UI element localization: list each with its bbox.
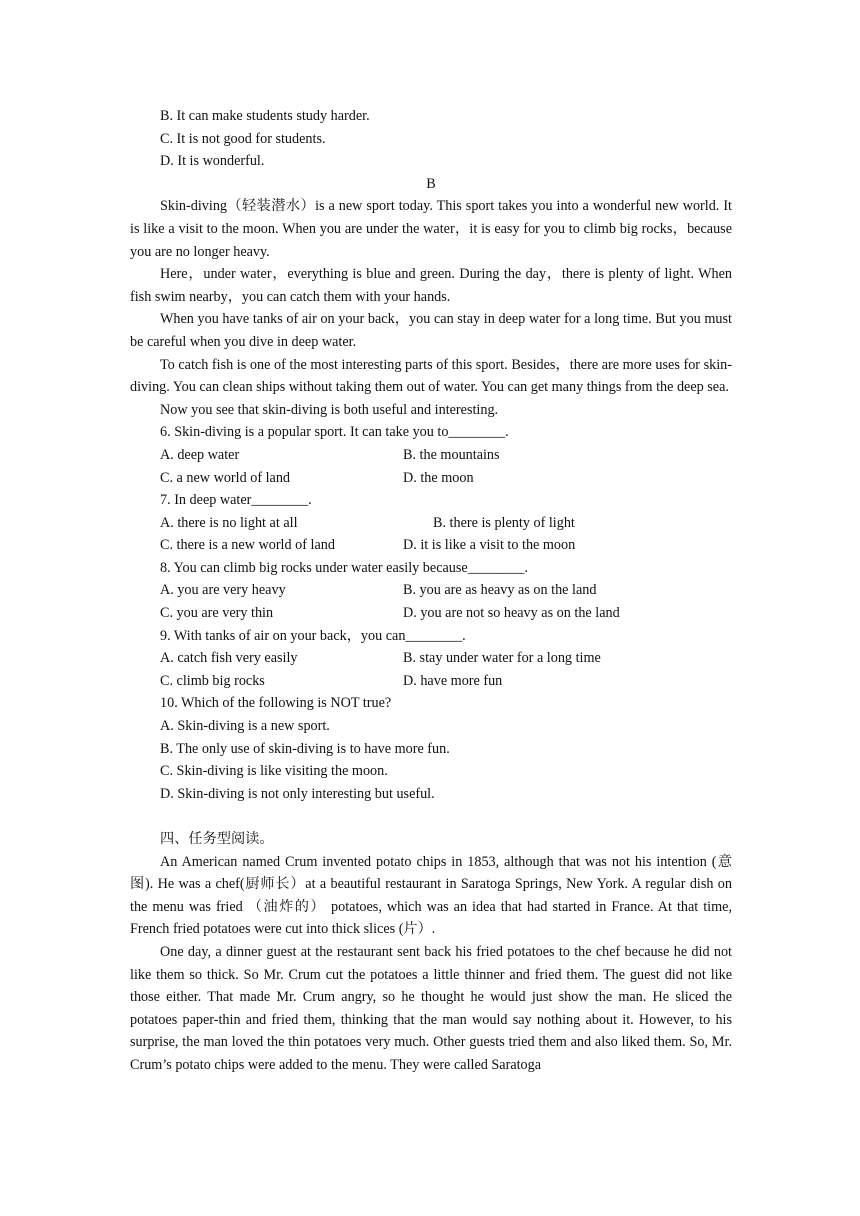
option-c: C. a new world of land	[160, 469, 291, 486]
question-6-options-row-1	[130, 444, 732, 467]
question-10-option-c: C. Skin-diving is like visiting the moon.	[160, 763, 388, 780]
question-9-options-row-2	[130, 670, 732, 693]
option-d: D. have more fun	[403, 672, 503, 689]
question-6-stem: 6. Skin-diving is a popular sport. It can take you to________.	[160, 424, 509, 441]
option-a: A. you are very heavy	[160, 582, 286, 599]
option-c: C. there is a new world of land	[160, 537, 335, 554]
question-7-stem: 7. In deep water________.	[160, 492, 312, 509]
question-9-options-row-1	[130, 647, 732, 670]
option-a: A. deep water	[160, 446, 240, 463]
option-b: B. the mountains	[403, 446, 500, 463]
section-4-heading: 四、任务型阅读。	[160, 831, 274, 847]
q5-option-d: D. It is wonderful.	[160, 153, 265, 170]
question-10-option-a: A. Skin-diving is a new sport.	[160, 718, 330, 735]
option-d: D. you are not so heavy as on the land	[403, 605, 620, 622]
question-6-options-row-2	[130, 467, 732, 490]
passage-b-paragraph-4: To catch fish is one of the most interesting parts of this sport. Besides，there are more uses for skin-diving. You can clean ships without taking them out of water. You can get many things from the deep sea.	[130, 356, 732, 396]
question-8-stem: 8. You can climb big rocks under water easily because________.	[160, 559, 529, 576]
question-8-options-row-1	[130, 579, 732, 602]
q5-option-b: B. It can make students study harder.	[160, 108, 370, 124]
option-b: B. there is plenty of light	[433, 514, 575, 531]
question-8-options-row-2	[130, 602, 732, 625]
document-page	[130, 105, 732, 1077]
option-d: D. the moon	[403, 469, 474, 486]
passage-b-paragraph-3: When you have tanks of air on your back，you can stay in deep water for a long time. But you must be careful when you dive in deep water.	[130, 311, 732, 350]
question-7-options-row-1	[130, 512, 732, 535]
section-spacer	[130, 805, 732, 828]
option-c: C. you are very thin	[160, 605, 274, 622]
option-d: D. it is like a visit to the moon	[403, 537, 576, 554]
question-10-option-d: D. Skin-diving is not only interesting but useful.	[160, 785, 435, 802]
passage-b-paragraph-2: Here，under water，everything is blue and green. During the day，there is plenty of light. When fish swim nearby，you can catch them with your hands.	[130, 266, 732, 305]
q5-option-c: C. It is not good for students.	[160, 130, 326, 147]
option-a: A. there is no light at all	[160, 514, 298, 531]
passage-b-paragraph-1: Skin-diving（轻装潜水）is a new sport today. This sport takes you into a wonderful new world. It is like a visit to the moon. When you are under the water，it is easy for you to climb big rocks，because you are no longer heavy.	[130, 198, 732, 260]
passage-4-paragraph-2: One day, a dinner guest at the restaurant sent back his fried potatoes to the chef because he did not like them so thick. So Mr. Crum cut the potatoes a little thinner and fried them. The guest did not like those either. That made Mr. Crum angry, so he thought he would just show the man. He sliced the potatoes paper-thin and fried them, thinking that the man would say nothing about it. However, to his surprise, the man loved the thin potatoes very much. Other guests tried them and also liked them. So, Mr. Crum’s potato chips were added to the menu. They were called Saratoga	[130, 943, 732, 1073]
option-c: C. climb big rocks	[160, 672, 265, 689]
option-b: B. stay under water for a long time	[403, 650, 601, 667]
question-10-stem: 10. Which of the following is NOT true?	[160, 695, 392, 712]
passage-b-paragraph-5: Now you see that skin-diving is both useful and interesting.	[160, 401, 499, 418]
option-a: A. catch fish very easily	[160, 650, 298, 667]
question-7-options-row-2	[130, 534, 732, 557]
passage-4-paragraph-1: An American named Crum invented potato chips in 1853, although that was not his intention (意图). He was a chef(厨师长）at a beautiful restaurant in Saratoga Springs, New York. A regular dish on the menu was fried （油炸的） potatoes, which was an idea that had started in France. At that time, French fried potatoes were cut into thick slices (片）.	[130, 853, 732, 938]
question-10-option-b: B. The only use of skin-diving is to have more fun.	[160, 740, 450, 757]
section-b-heading: B	[426, 175, 436, 192]
option-b: B. you are as heavy as on the land	[403, 582, 597, 599]
question-9-stem: 9. With tanks of air on your back，you can________.	[160, 627, 466, 644]
